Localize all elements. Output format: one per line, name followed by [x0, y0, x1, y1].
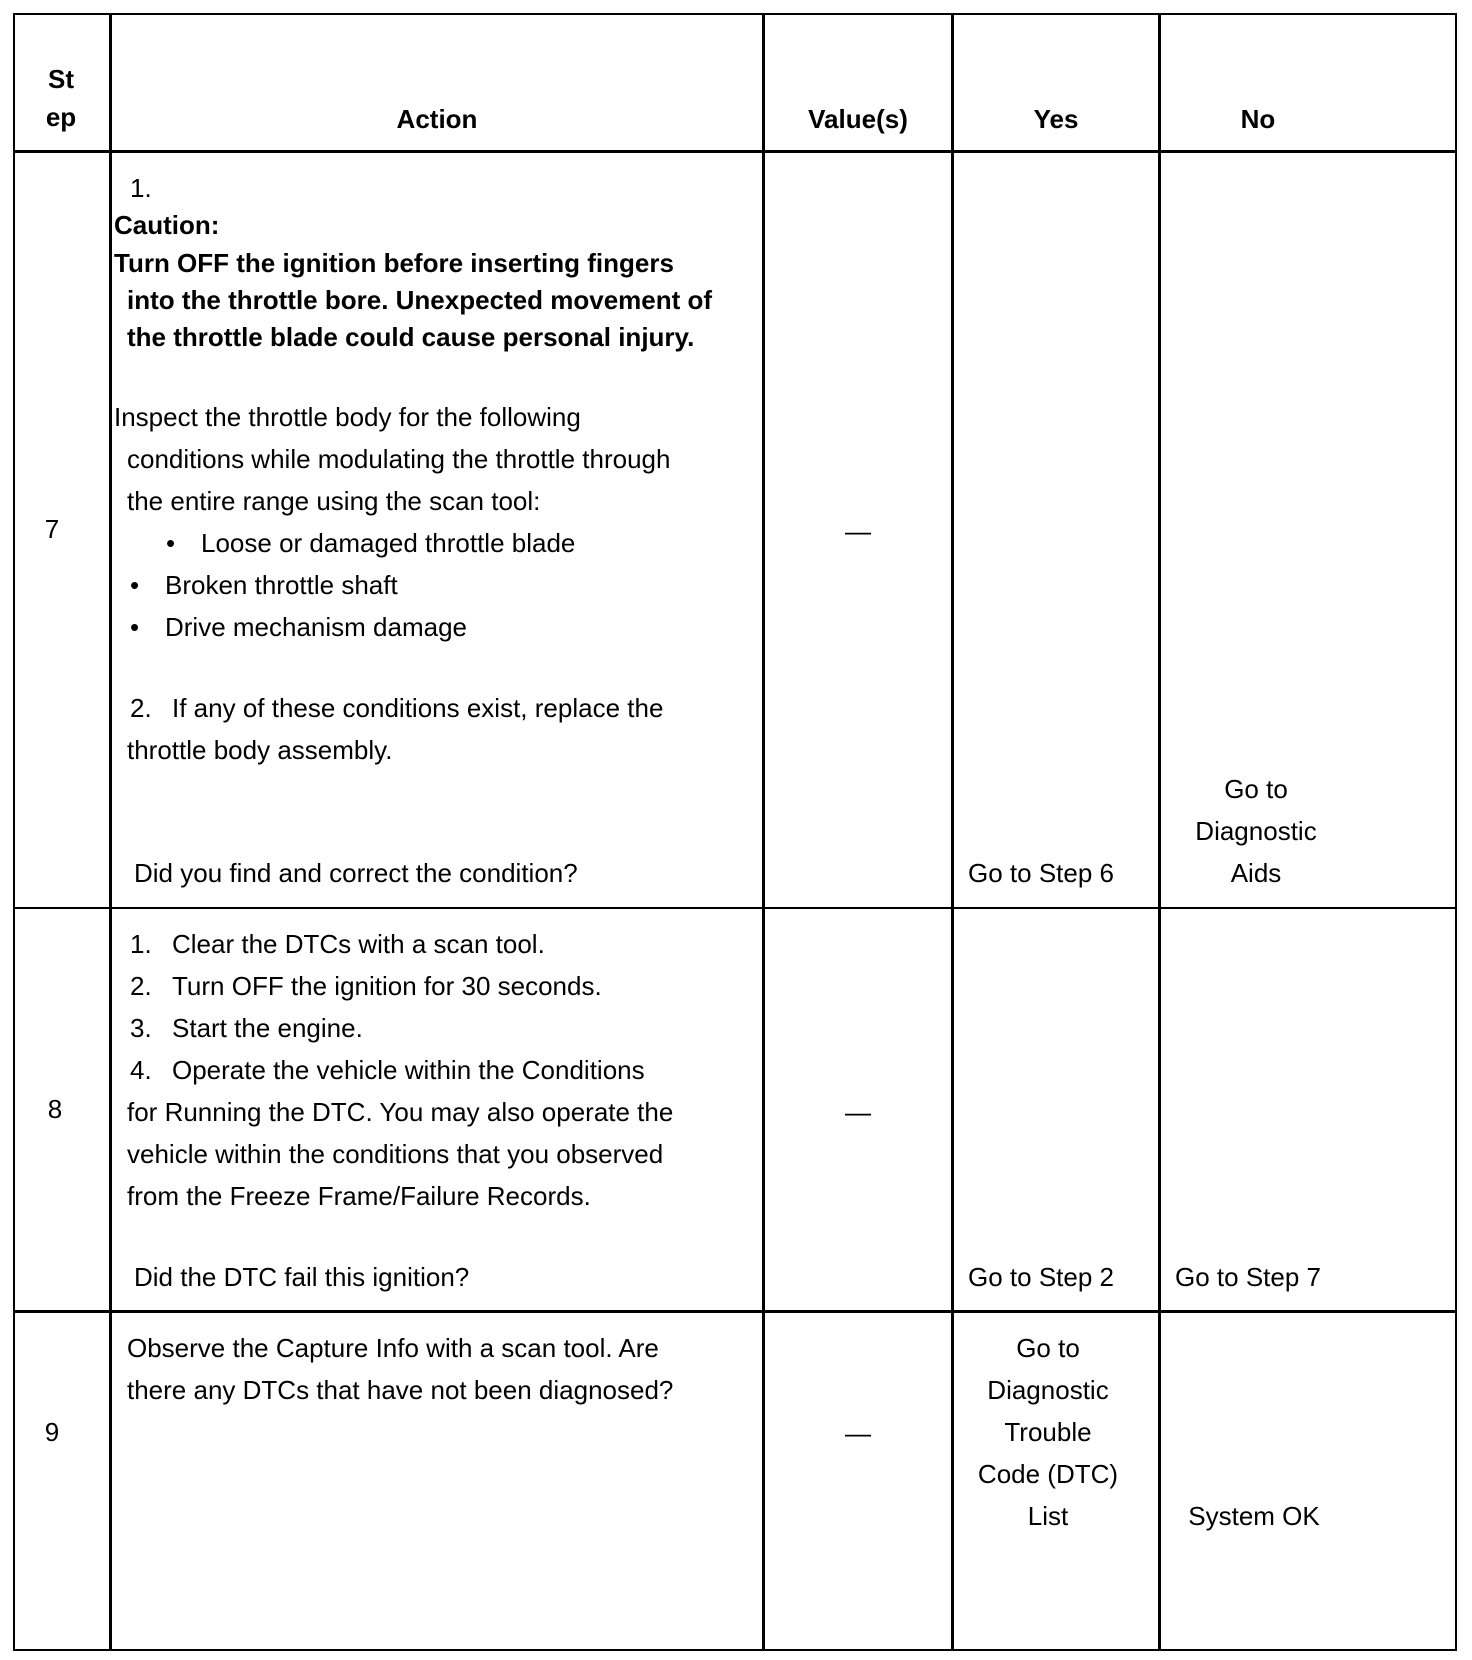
step-number: 9 — [44, 1417, 60, 1447]
bullet-item: Broken throttle shaft — [165, 570, 398, 600]
list-number: 4. — [130, 1055, 152, 1085]
yes-link-line: Go to — [1016, 1333, 1080, 1363]
bullet-icon: • — [130, 570, 140, 600]
no-link[interactable]: Go to Step 7 — [1175, 1262, 1321, 1292]
no-link-line: Go to — [1224, 774, 1288, 804]
list-number: 3. — [130, 1013, 152, 1043]
list-number: 1. — [130, 173, 152, 203]
yes-link[interactable]: Go to Step 2 — [968, 1262, 1114, 1292]
yes-link-line: Diagnostic — [987, 1375, 1109, 1405]
bullet-icon: • — [166, 528, 176, 558]
step-number: 8 — [47, 1094, 63, 1124]
action-text-line: Observe the Capture Info with a scan tool. Are — [127, 1333, 659, 1363]
col-divider-action — [762, 13, 765, 1651]
action-text-line: there any DTCs that have not been diagnosed? — [127, 1375, 674, 1405]
list-number: 2. — [130, 971, 152, 1001]
header-step-line2: ep — [45, 102, 77, 132]
step-number: 7 — [44, 514, 60, 544]
yes-link[interactable]: Go to Step 6 — [968, 858, 1114, 888]
list-item: Operate the vehicle within the Conditions — [172, 1055, 645, 1085]
bullet-item: Loose or damaged throttle blade — [201, 528, 576, 558]
table-top-border — [13, 13, 1457, 15]
yes-link-line: Code (DTC) — [977, 1459, 1119, 1489]
caution-text-line: into the throttle bore. Unexpected movement of — [127, 285, 713, 315]
header-values: Value(s) — [808, 104, 908, 134]
col-divider-step — [109, 13, 112, 1651]
value-cell: — — [845, 516, 871, 546]
yes-link-line: List — [1027, 1501, 1069, 1531]
list-item: Clear the DTCs with a scan tool. — [172, 929, 545, 959]
inspect-text-line: conditions while modulating the throttle through — [127, 444, 671, 474]
list-item-continuation: from the Freeze Frame/Failure Records. — [127, 1181, 591, 1211]
question-text: Did the DTC fail this ignition? — [134, 1262, 470, 1292]
caution-text-line: Turn OFF the ignition before inserting fingers — [114, 248, 674, 278]
list-item: Start the engine. — [172, 1013, 363, 1043]
row-divider-7-8 — [13, 907, 1457, 909]
bullet-item: Drive mechanism damage — [165, 612, 468, 642]
no-link-line: Aids — [1230, 858, 1282, 888]
list-item-continuation: for Running the DTC. You may also operate the — [127, 1097, 674, 1127]
no-link[interactable]: System OK — [1188, 1501, 1320, 1531]
header-divider — [13, 150, 1457, 153]
list-item: Turn OFF the ignition for 30 seconds. — [172, 971, 602, 1001]
inspect-text-line: Inspect the throttle body for the following — [114, 402, 581, 432]
value-cell: — — [845, 1097, 871, 1127]
header-step-line1: St — [48, 64, 74, 94]
step2-text-line: If any of these conditions exist, replace the — [172, 693, 664, 723]
value-cell: — — [845, 1418, 871, 1448]
header-no: No — [1240, 104, 1276, 134]
inspect-text-line: the entire range using the scan tool: — [127, 486, 541, 516]
no-link-line: Diagnostic — [1195, 816, 1317, 846]
row-divider-8-9 — [13, 1310, 1457, 1313]
caution-text-line: the throttle blade could cause personal injury. — [127, 322, 695, 352]
header-yes: Yes — [1033, 104, 1079, 134]
bullet-icon: • — [130, 612, 140, 642]
step2-text-line: throttle body assembly. — [127, 735, 393, 765]
list-number: 2. — [130, 693, 152, 723]
list-number: 1. — [130, 929, 152, 959]
header-action: Action — [396, 104, 478, 134]
question-text: Did you find and correct the condition? — [134, 858, 578, 888]
list-item-continuation: vehicle within the conditions that you observed — [127, 1139, 664, 1169]
caution-label: Caution: — [114, 210, 220, 240]
yes-link-line: Trouble — [1004, 1417, 1092, 1447]
